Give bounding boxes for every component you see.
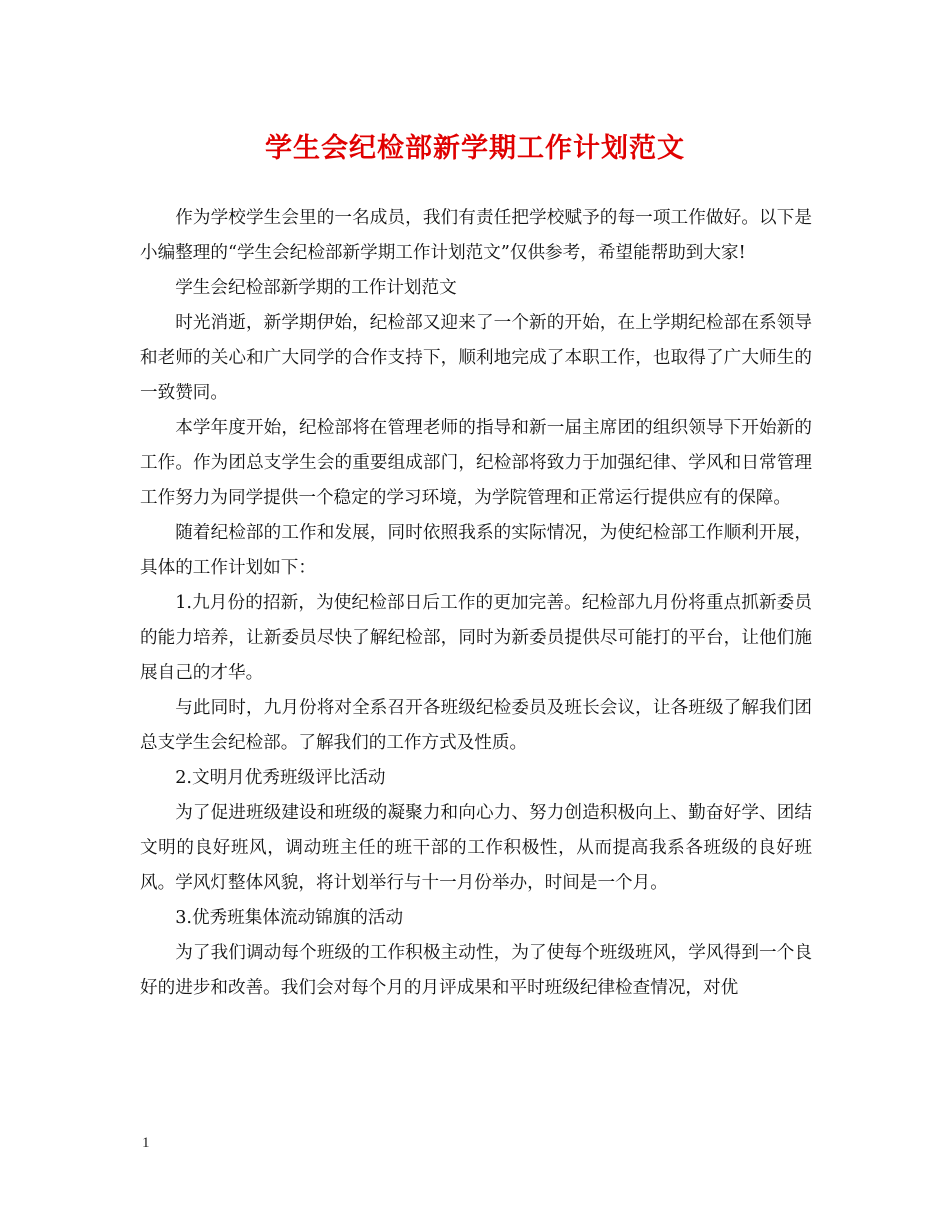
section-heading: 3.优秀班集体流动锦旗的活动 [175,908,404,928]
paragraph: 随着纪检部的工作和发展，同时依照我系的实际情况，为使纪检部工作顺利开展，具体的工作计划如下： [140,523,812,578]
paragraph: 本学年度开始，纪检部将在管理老师的指导和新一届主席团的组织领导下开始新的工作。作为团总支学生会的重要组成部门，纪检部将致力于加强纪律、学风和日常管理工作努力为同学提供一个稳定的学习环境，为学院管理和正常运行提供应有的保障。 [140,418,812,508]
section-heading: 2.文明月优秀班级评比活动 [175,768,386,788]
paragraph: 为了促进班级建设和班级的凝聚力和向心力、努力创造积极向上、勤奋好学、团结文明的良好班风，调动班主任的班干部的工作积极性，从而提高我系各班级的良好班风。学风灯整体风貌，将计划举行与十一月份举办，时间是一个月。 [140,803,812,893]
document-body [140,201,812,1006]
paragraph-subtitle: 学生会纪检部新学期的工作计划范文 [175,278,457,298]
paragraph: 为了我们调动每个班级的工作积极主动性，为了使每个班级班风，学风得到一个良好的进步和改善。我们会对每个月的月评成果和平时班级纪律检查情况，对优 [140,943,812,998]
paragraph: 与此同时，九月份将对全系召开各班级纪检委员及班长会议，让各班级了解我们团总支学生会纪检部。了解我们的工作方式及性质。 [140,698,812,753]
page-number: 1 [142,1135,150,1151]
document-title: 学生会纪检部新学期工作计划范文 [265,133,685,164]
paragraph-intro: 作为学校学生会里的一名成员，我们有责任把学校赋予的每一项工作做好。以下是小编整理的“学生会纪检部新学期工作计划范文”仅供参考，希望能帮助到大家! [140,208,812,263]
paragraph: 1.九月份的招新，为使纪检部日后工作的更加完善。纪检部九月份将重点抓新委员的能力培养，让新委员尽快了解纪检部，同时为新委员提供尽可能打的平台，让他们施展自己的才华。 [140,593,812,683]
paragraph: 时光消逝，新学期伊始，纪检部又迎来了一个新的开始，在上学期纪检部在系领导和老师的关心和广大同学的合作支持下，顺利地完成了本职工作，也取得了广大师生的一致赞同。 [140,313,812,403]
